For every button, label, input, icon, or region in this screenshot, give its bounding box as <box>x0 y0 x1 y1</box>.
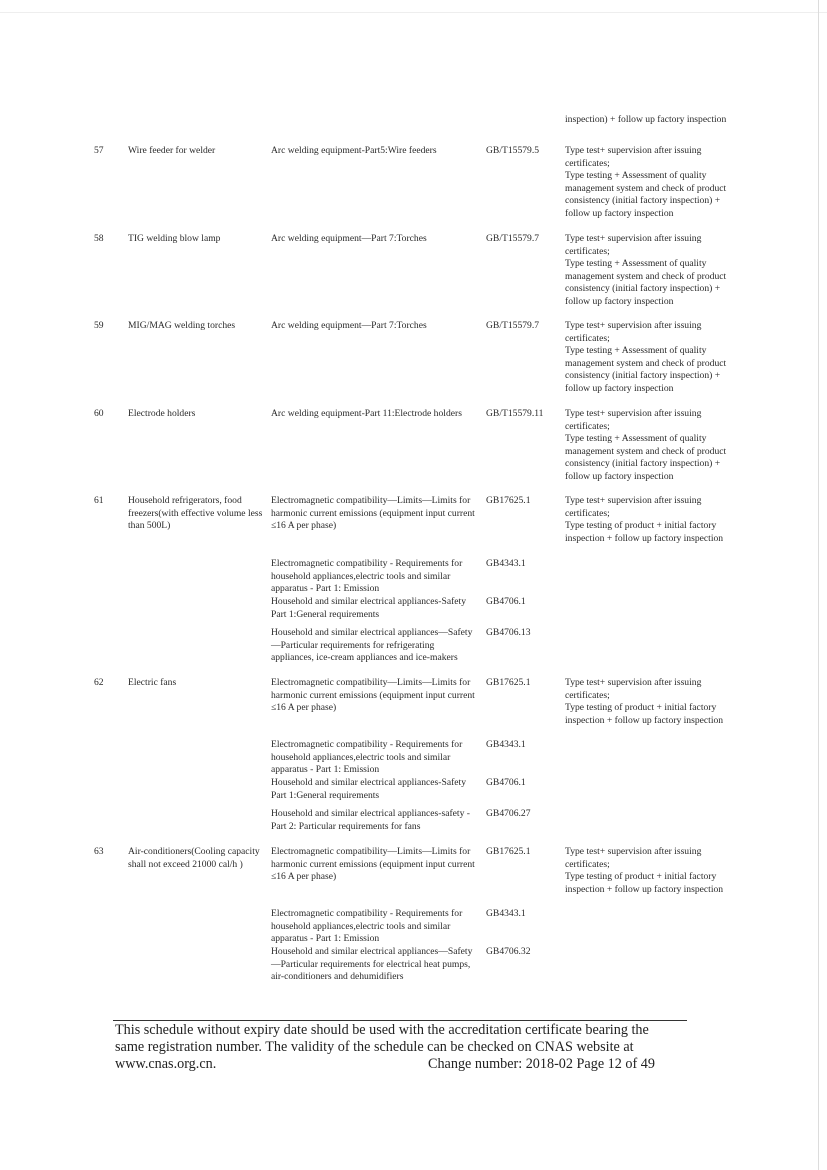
certification-method: Type test+ supervision after issuing certificates; Type testing of product + initial factory inspection + follow up factory inspection <box>565 495 724 544</box>
standard-title: Household and similar electrical appliances-Safety Part 1:General requirements <box>271 777 466 801</box>
carryover-text: inspection) + follow up factory inspection <box>565 114 727 125</box>
standard-code: GB/T15579.7 <box>486 233 540 244</box>
product-name: Wire feeder for welder <box>128 145 216 156</box>
certification-method: Type test+ supervision after issuing certificates; Type testing + Assessment of quality management system and check of product consistency (initial factory inspection) + follow up factory inspection <box>565 408 727 482</box>
standard-title: Household and similar electrical appliances—Safety—Particular requirements for refrigerating appliances, ice-cream appliances and ice-makers <box>271 627 473 664</box>
standard-code: GB4706.1 <box>486 596 526 607</box>
standard-code: GB17625.1 <box>486 677 531 688</box>
standard-title: Household and similar electrical appliances-safety - Part 2: Particular requirements for fans <box>271 808 470 832</box>
standard-title: Arc welding equipment—Part 7:Torches <box>271 320 427 331</box>
standard-title: Arc welding equipment-Part5:Wire feeders <box>271 145 437 156</box>
standard-code: GB4706.1 <box>486 777 526 788</box>
standard-title: Household and similar electrical appliances-Safety Part 1:General requirements <box>271 596 466 620</box>
standard-title: Household and similar electrical appliances—Safety—Particular requirements for electrical heat pumps, air-conditioners and dehumidifiers <box>271 946 473 983</box>
standard-code: GB4706.32 <box>486 946 531 957</box>
standard-title: Electromagnetic compatibility - Requirements for household appliances,electric tools and similar apparatus - Part 1: Emission <box>271 739 463 776</box>
row-number: 58 <box>94 233 104 244</box>
standard-code: GB4343.1 <box>486 739 526 750</box>
row-number: 63 <box>94 846 104 857</box>
certification-method: Type test+ supervision after issuing certificates; Type testing of product + initial factory inspection + follow up factory inspection <box>565 846 724 895</box>
row-number: 59 <box>94 320 104 331</box>
standard-title: Electromagnetic compatibility—Limits—Limits for harmonic current emissions (equipment input current ≤16 A per phase) <box>271 846 475 883</box>
product-name: Household refrigerators, food freezers(with effective volume less than 500L) <box>128 495 263 532</box>
row-number: 57 <box>94 145 104 156</box>
standard-title: Electromagnetic compatibility - Requirements for household appliances,electric tools and similar apparatus - Part 1: Emission <box>271 908 463 945</box>
product-name: Electrode holders <box>128 408 196 419</box>
standard-title: Arc welding equipment—Part 7:Torches <box>271 233 427 244</box>
standard-code: GB17625.1 <box>486 495 531 506</box>
standard-code: GB4343.1 <box>486 908 526 919</box>
standard-title: Electromagnetic compatibility—Limits—Limits for harmonic current emissions (equipment input current ≤16 A per phase) <box>271 495 475 532</box>
certification-method: Type test+ supervision after issuing certificates; Type testing + Assessment of quality management system and check of product consistency (initial factory inspection) + follow up factory inspection <box>565 145 727 219</box>
standard-title: Electromagnetic compatibility—Limits—Limits for harmonic current emissions (equipment input current ≤16 A per phase) <box>271 677 475 714</box>
standard-code: GB17625.1 <box>486 846 531 857</box>
standard-title: Arc welding equipment-Part 11:Electrode holders <box>271 408 462 419</box>
page-right-edge <box>818 0 819 1170</box>
footer-note: This schedule without expiry date should be used with the accreditation certificate bearing the same registration number. The validity of the schedule can be checked on CNAS website at <box>115 1022 649 1055</box>
product-name: MIG/MAG welding torches <box>128 320 236 331</box>
standard-code: GB4343.1 <box>486 558 526 569</box>
certification-method: Type test+ supervision after issuing certificates; Type testing + Assessment of quality management system and check of product consistency (initial factory inspection) + follow up factory inspection <box>565 233 727 307</box>
certification-method: Type test+ supervision after issuing certificates; Type testing of product + initial factory inspection + follow up factory inspection <box>565 677 724 726</box>
row-number: 62 <box>94 677 104 688</box>
product-name: Air-conditioners(Cooling capacity shall not exceed 21000 cal/h ) <box>128 846 260 870</box>
standard-code: GB4706.13 <box>486 627 531 638</box>
row-number: 60 <box>94 408 104 419</box>
standard-code: GB/T15579.7 <box>486 320 540 331</box>
footer-divider <box>113 1020 687 1021</box>
row-number: 61 <box>94 495 104 506</box>
product-name: Electric fans <box>128 677 177 688</box>
standard-title: Electromagnetic compatibility - Requirements for household appliances,electric tools and similar apparatus - Part 1: Emission <box>271 558 463 595</box>
product-name: TIG welding blow lamp <box>128 233 221 244</box>
standard-code: GB/T15579.11 <box>486 408 544 419</box>
certification-method: Type test+ supervision after issuing certificates; Type testing + Assessment of quality management system and check of product consistency (initial factory inspection) + follow up factory inspection <box>565 320 727 394</box>
standard-code: GB/T15579.5 <box>486 145 540 156</box>
page-top-edge <box>0 12 827 13</box>
standard-code: GB4706.27 <box>486 808 531 819</box>
footer-change-number: Change number: 2018-02 Page 12 of 49 <box>428 1056 655 1072</box>
footer-website: www.cnas.org.cn. <box>115 1056 217 1072</box>
